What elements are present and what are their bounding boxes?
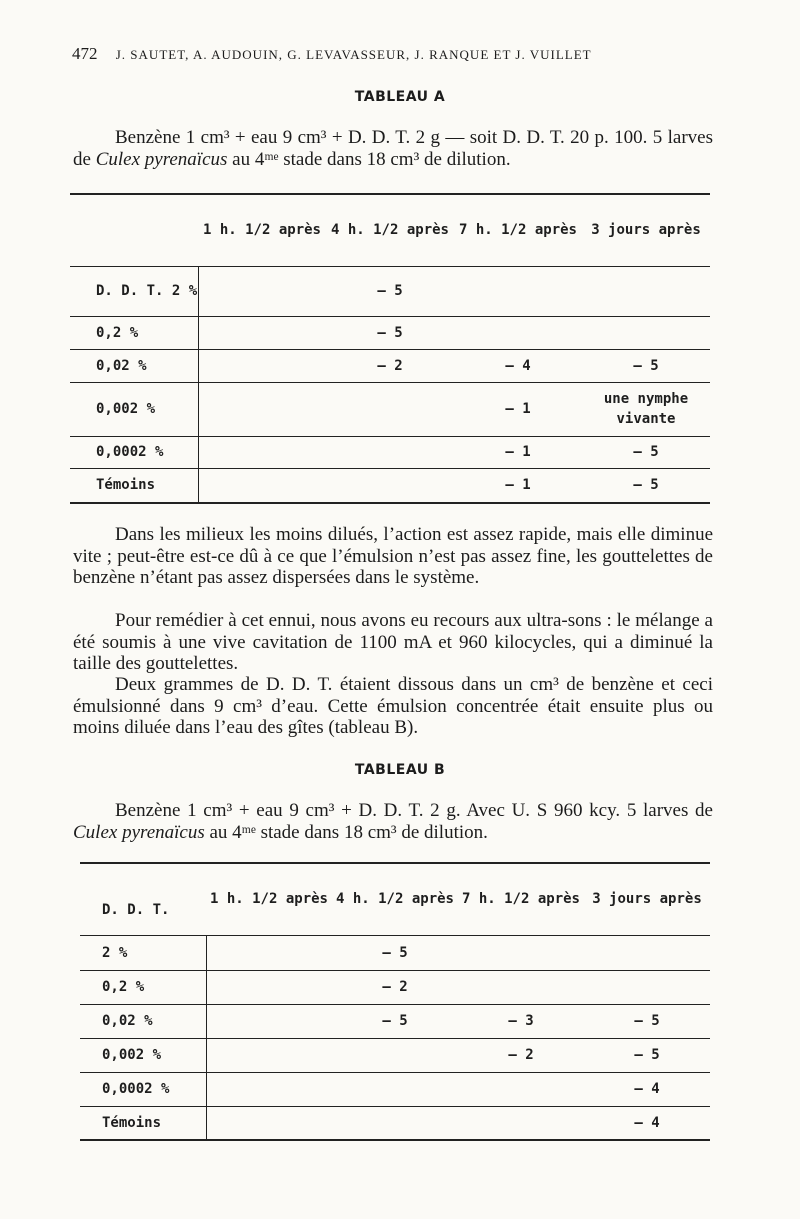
table-row bbox=[70, 266, 710, 316]
table-row bbox=[80, 935, 710, 970]
table-cell: — 5 bbox=[582, 349, 710, 382]
table-cell: — 5 bbox=[326, 316, 454, 349]
table-cell bbox=[326, 468, 454, 503]
table-cell bbox=[584, 970, 710, 1004]
table-cell bbox=[198, 468, 326, 503]
table-cell bbox=[332, 1072, 458, 1106]
tableau-a-title: TABLEAU A bbox=[354, 89, 446, 105]
table-cell bbox=[454, 266, 582, 316]
column-header: 3 jours après bbox=[591, 222, 701, 239]
table-cell: — 5 bbox=[584, 1004, 710, 1038]
table-row bbox=[70, 349, 710, 382]
row-label: 0,0002 % bbox=[80, 1072, 206, 1106]
table-cell: — 4 bbox=[584, 1106, 710, 1140]
table-cell bbox=[582, 266, 710, 316]
table-cell bbox=[454, 316, 582, 349]
table-cell: — 1 bbox=[454, 436, 582, 468]
table-cell bbox=[198, 266, 326, 316]
table-cell bbox=[198, 316, 326, 349]
table-row bbox=[70, 436, 710, 468]
table-row bbox=[80, 970, 710, 1004]
column-header: 4 h. 1/2 après bbox=[330, 222, 449, 239]
row-label: 0,02 % bbox=[70, 349, 198, 382]
table-cell: — 2 bbox=[326, 349, 454, 382]
row-label: 0,002 % bbox=[80, 1038, 206, 1072]
table-cell: — 5 bbox=[582, 436, 710, 468]
column-header: 1 h. 1/2 après bbox=[209, 891, 328, 908]
species-name: Culex pyrenaïcus bbox=[73, 821, 205, 843]
table-cell bbox=[206, 1072, 332, 1106]
table-cell: — 5 bbox=[332, 935, 458, 970]
row-header-cell bbox=[70, 194, 198, 266]
table-cell: — 4 bbox=[584, 1072, 710, 1106]
row-label: 0,2 % bbox=[80, 970, 206, 1004]
row-label: 0,0002 % bbox=[70, 436, 198, 468]
table-cell: — 2 bbox=[458, 1038, 584, 1072]
row-label: 2 % bbox=[80, 935, 206, 970]
column-header: 4 h. 1/2 après bbox=[335, 891, 454, 908]
table-row bbox=[80, 1106, 710, 1140]
tableau-b-intro: Benzène 1 cm³ + eau 9 cm³ + D. D. T. 2 g. Avec U. S 960 kcy. 5 larves de Culex pyrenaïcus au 4ᵐᵉ stade dans 18 cm³ de dilution. bbox=[73, 800, 713, 843]
table-row bbox=[70, 468, 710, 503]
page-number: 472 bbox=[72, 44, 98, 63]
table-cell bbox=[332, 1038, 458, 1072]
table-cell bbox=[332, 1106, 458, 1140]
table-cell bbox=[326, 382, 454, 436]
table-cell: — 5 bbox=[582, 468, 710, 503]
table-row bbox=[80, 1004, 710, 1038]
table-row bbox=[70, 316, 710, 349]
table-cell bbox=[206, 1038, 332, 1072]
column-header: 7 h. 1/2 après bbox=[461, 891, 580, 908]
column-header: 3 jours après bbox=[592, 891, 702, 908]
table-cell: — 4 bbox=[454, 349, 582, 382]
table-cell bbox=[198, 349, 326, 382]
tableau-a-table bbox=[70, 193, 710, 504]
table-cell bbox=[582, 316, 710, 349]
row-label: Témoins bbox=[70, 468, 198, 503]
row-header-cell: D. D. T. bbox=[102, 902, 170, 919]
tableau-a-intro: Benzène 1 cm³ + eau 9 cm³ + D. D. T. 2 g — soit D. D. T. 20 p. 100. 5 larves de Culex pyrenaïcus au 4ᵐᵉ stade dans 18 cm³ de dilution. bbox=[73, 127, 713, 170]
table-row bbox=[80, 1072, 710, 1106]
table-row bbox=[70, 382, 710, 436]
table-cell: — 5 bbox=[584, 1038, 710, 1072]
row-label: Témoins bbox=[80, 1106, 206, 1140]
table-cell: — 5 bbox=[326, 266, 454, 316]
species-name: Culex pyrenaïcus bbox=[95, 148, 228, 170]
table-cell bbox=[458, 970, 584, 1004]
table-cell: — 1 bbox=[454, 382, 582, 436]
tableau-b-title: TABLEAU B bbox=[354, 762, 446, 778]
running-header bbox=[72, 44, 712, 64]
table-row bbox=[80, 1038, 710, 1072]
table-cell bbox=[206, 935, 332, 970]
body-paragraph: Deux grammes de D. D. T. étaient dissous dans un cm³ de benzène et ceci émulsionné dans 9 cm³ d’eau. Cette émulsion concentrée était ensuite plus ou moins diluée dans l’eau des gîtes (tableau B). bbox=[73, 674, 713, 738]
authors-line: J. SAUTET, A. AUDOUIN, G. LEVAVASSEUR, J. RANQUE ET J. VUILLET bbox=[115, 47, 592, 62]
table-cell bbox=[326, 436, 454, 468]
body-paragraph: Pour remédier à cet ennui, nous avons eu recours aux ultra-sons : le mélange a été soumis à une vive cavitation de 1100 mA et 960 kilocycles, qui a diminué la taille des gouttelettes. bbox=[73, 610, 713, 674]
table-cell bbox=[206, 970, 332, 1004]
row-label: D. D. T. 2 % bbox=[70, 266, 198, 316]
table-cell bbox=[458, 935, 584, 970]
row-label: 0,2 % bbox=[70, 316, 198, 349]
table-cell bbox=[206, 1004, 332, 1038]
table-cell: une nymphe vivante bbox=[582, 382, 710, 436]
tableau-b-table bbox=[80, 862, 710, 1141]
table-cell: — 2 bbox=[332, 970, 458, 1004]
table-cell bbox=[458, 1072, 584, 1106]
row-label: 0,02 % bbox=[80, 1004, 206, 1038]
column-header: 7 h. 1/2 après bbox=[458, 222, 577, 239]
table-cell bbox=[206, 1106, 332, 1140]
table-cell: — 3 bbox=[458, 1004, 584, 1038]
body-paragraph: Dans les milieux les moins dilués, l’action est assez rapide, mais elle diminue vite ; peut-être est-ce dû à ce que l’émulsion n’est pas assez fine, les gouttelettes de benzène n’étant pas assez dispersées dans le système. bbox=[73, 524, 713, 588]
table-cell bbox=[198, 382, 326, 436]
table-cell: — 1 bbox=[454, 468, 582, 503]
table-cell bbox=[458, 1106, 584, 1140]
table-cell bbox=[584, 935, 710, 970]
table-cell: — 5 bbox=[332, 1004, 458, 1038]
row-label: 0,002 % bbox=[70, 382, 198, 436]
column-header: 1 h. 1/2 après bbox=[202, 222, 321, 239]
table-cell bbox=[198, 436, 326, 468]
